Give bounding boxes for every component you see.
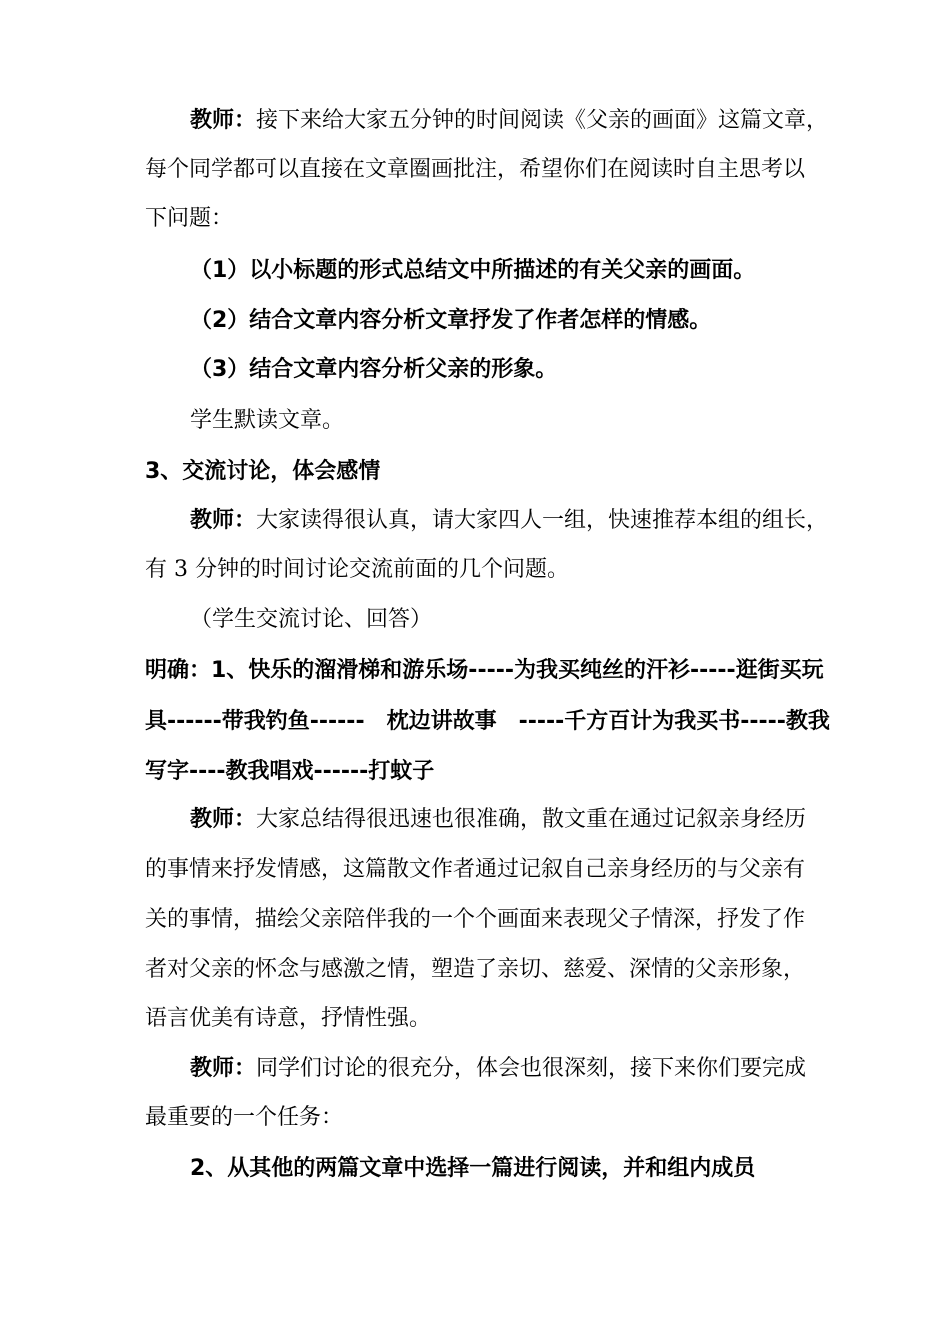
text: 大家总结得很迅速也很准确，散文重在通过记叙亲身经历 <box>256 807 807 832</box>
question-1: （1）以小标题的形式总结文中所描述的有关父亲的画面。 <box>190 258 756 283</box>
paragraph-teacher-group-line2: 有 3 分钟的时间讨论交流前面的几个问题。 <box>145 557 569 582</box>
teacher-label: 教师： <box>190 108 257 133</box>
paragraph-teacher-group-line1 <box>190 506 870 536</box>
task-2-heading: 2、从其他的两篇文章中选择一篇进行阅读，并和组内成员 <box>190 1156 756 1181</box>
text: 接下来给大家五分钟的时间阅读《父亲的画面》这篇文章， <box>256 108 829 133</box>
paragraph-teacher-intro-line1 <box>190 106 870 136</box>
text: 大家读得很认真，请大家四人一组，快速推荐本组的组长， <box>256 508 829 533</box>
teacher-label: 教师： <box>190 1056 257 1081</box>
paragraph-teacher-summary-line3: 关的事情，描绘父亲陪伴我的一个个画面来表现父子情深，抒发了作 <box>145 907 806 932</box>
section-heading-3: 3、交流讨论，体会感情 <box>145 459 381 484</box>
paragraph-teacher-intro-line2: 每个同学都可以直接在文章圈画批注，希望你们在阅读时自主思考以 <box>145 157 806 182</box>
paragraph-teacher-summary-line5: 语言优美有诗意，抒情性强。 <box>145 1006 432 1031</box>
paragraph-teacher-task-line1 <box>190 1054 870 1084</box>
clarify-line2: 具------带我钓鱼------ 枕边讲故事 -----千方百计为我买书-----教我 <box>145 709 830 734</box>
paragraph-teacher-summary-line4: 者对父亲的怀念与感激之情，塑造了亲切、慈爱、深情的父亲形象， <box>145 957 806 982</box>
text: 同学们讨论的很充分，体会也很深刻，接下来你们要完成 <box>256 1056 807 1081</box>
paragraph-teacher-summary-line1 <box>190 805 870 835</box>
teacher-label: 教师： <box>190 508 257 533</box>
clarify-line1: 明确：1、快乐的溜滑梯和游乐场-----为我买纯丝的汗衫-----逛街买玩 <box>145 658 824 683</box>
student-discuss-note: （学生交流讨论、回答） <box>190 607 433 632</box>
question-2: （2）结合文章内容分析文章抒发了作者怎样的情感。 <box>190 308 712 333</box>
paragraph-teacher-intro-line3: 下问题： <box>145 206 234 231</box>
paragraph-teacher-summary-line2: 的事情来抒发情感，这篇散文作者通过记叙自己亲身经历的与父亲有 <box>145 857 806 882</box>
teacher-label: 教师： <box>190 807 257 832</box>
question-3: （3）结合文章内容分析父亲的形象。 <box>190 357 558 382</box>
student-read-note: 学生默读文章。 <box>190 408 345 433</box>
paragraph-teacher-task-line2: 最重要的一个任务： <box>145 1105 344 1130</box>
clarify-line3: 写字----教我唱戏------打蚊子 <box>145 759 435 784</box>
